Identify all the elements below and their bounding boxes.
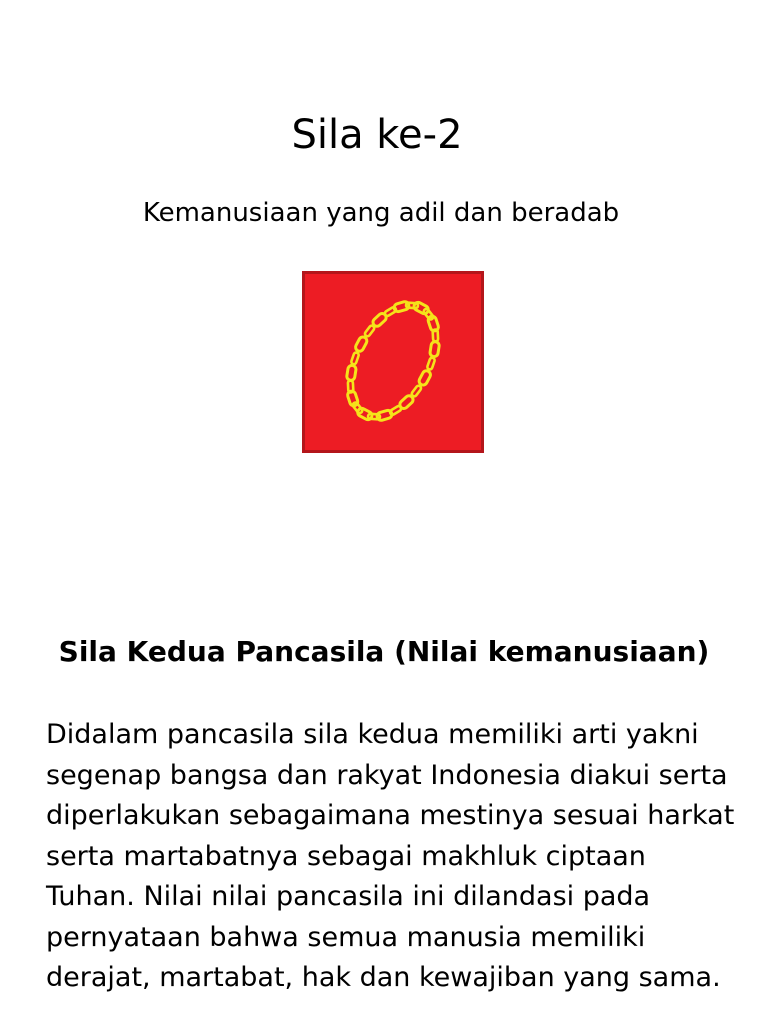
emblem-background [304, 273, 483, 452]
slide-sila-kedua-pancasila [0, 580, 768, 1024]
body-paragraph: Didalam pancasila sila kedua memiliki arti yakni segenap bangsa dan rakyat Indonesia diakui serta diperlakukan sebagaimana mestinya sesuai harkat serta martabatnya sebagai makhluk ciptaan Tuhan. Nilai nilai pancasila ini dilandasi pada pernyataan bahwa semua manusia memiliki derajat, martabat, hak dan kewajiban yang sama. [46, 719, 735, 993]
chain-icon [302, 271, 484, 453]
slide-title: Sila ke-2 [291, 112, 463, 158]
section-heading: Sila Kedua Pancasila (Nilai kemanusiaan) [58, 635, 710, 668]
slide-subtitle: Kemanusiaan yang adil dan beradab [142, 198, 620, 228]
